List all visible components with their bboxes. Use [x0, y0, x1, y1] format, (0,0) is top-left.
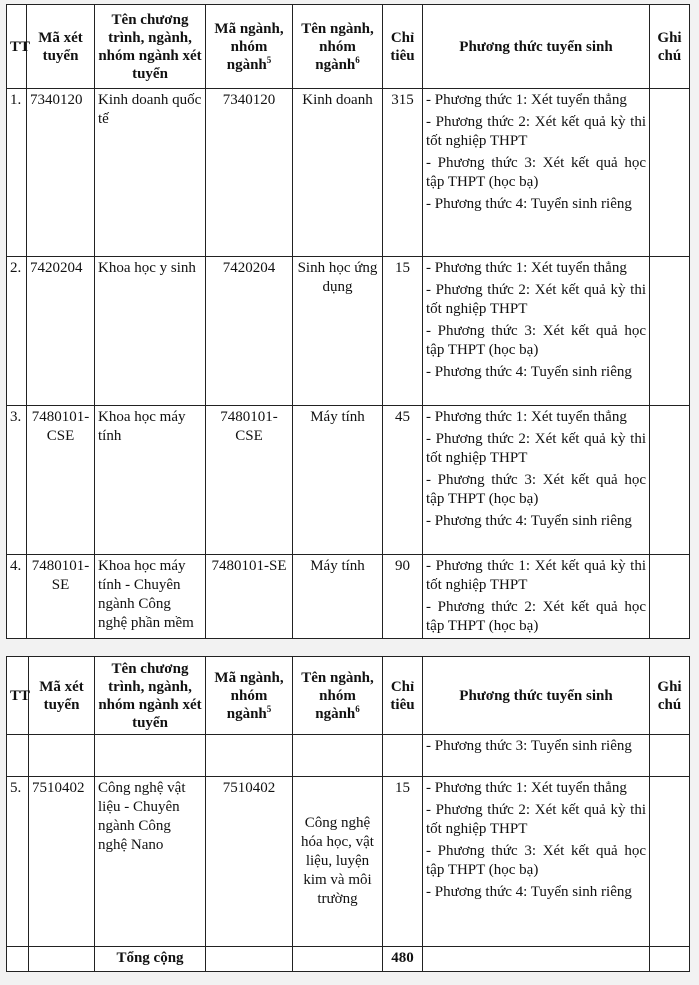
- header-phuong-thuc: Phương thức tuyển sinh: [423, 5, 650, 89]
- row-methods: [423, 735, 650, 777]
- header-ma-nganh: Mã ngành, nhóm ngành$^5$: [206, 657, 293, 735]
- method-item: - Phương thức 3: Xét kết quả học tập THPT (học bạ): [426, 843, 646, 878]
- method-item: - Phương thức 2: Xét kết quả kỳ thi tốt nghiệp THPT: [426, 114, 646, 149]
- header-ma-xet-tuyen: Mã xét tuyển: [27, 5, 95, 89]
- row-quota: 315: [383, 89, 423, 257]
- row-major-code: 7510402: [206, 777, 293, 947]
- header-ma-xet-tuyen: Mã xét tuyển: [29, 657, 95, 735]
- admission-table-part-2: [6, 656, 690, 972]
- table-row: [7, 555, 690, 639]
- method-item: - Phương thức 4: Tuyển sinh riêng: [426, 364, 632, 380]
- table-row: [7, 89, 690, 257]
- method-item: - Phương thức 2: Xét kết quả học tập THPT (học bạ): [426, 599, 646, 634]
- row-code: 7480101-SE: [27, 555, 95, 639]
- header-row: [7, 657, 690, 735]
- row-program: Kinh doanh quốc tế: [95, 89, 206, 257]
- method-item: - Phương thức 2: Xét kết quả kỳ thi tốt nghiệp THPT: [426, 802, 646, 837]
- row-note: [650, 555, 690, 639]
- table-row: [7, 257, 690, 406]
- row-program: Công nghệ vật liệu - Chuyên ngành Công nghệ Nano: [95, 777, 206, 947]
- row-quota: 15: [383, 257, 423, 406]
- header-ten-nganh: Tên ngành, nhóm ngành$^6$: [293, 657, 383, 735]
- row-note: [650, 406, 690, 555]
- row-major-code: 7480101-CSE: [206, 406, 293, 555]
- method-item: - Phương thức 3: Xét kết quả học tập THPT (học bạ): [426, 472, 646, 507]
- row-program: Khoa học máy tính - Chuyên ngành Công nghệ phần mềm: [95, 555, 206, 639]
- header-ten-nganh: Tên ngành, nhóm ngành$^6$: [293, 5, 383, 89]
- row-major-name: Máy tính: [293, 406, 383, 555]
- header-chi-tieu: Chỉ tiêu: [383, 657, 423, 735]
- method-item: - Phương thức 2: Xét kết quả kỳ thi tốt nghiệp THPT: [426, 282, 646, 317]
- row-major-name: Sinh học ứng dụng: [293, 257, 383, 406]
- table-row: [7, 406, 690, 555]
- header-ten-chuong-trinh: Tên chương trình, ngành, nhóm ngành xét tuyển: [95, 5, 206, 89]
- total-label: Tổng cộng: [95, 947, 206, 972]
- row-tt: 3.: [7, 406, 27, 555]
- row-tt: 2.: [7, 257, 27, 406]
- header-phuong-thuc: Phương thức tuyển sinh: [423, 657, 650, 735]
- total-row: [7, 947, 690, 972]
- row-code: 7510402: [29, 777, 95, 947]
- method-item: - Phương thức 4: Tuyển sinh riêng: [426, 513, 632, 529]
- row-quota: 90: [383, 555, 423, 639]
- row-quota: 15: [383, 777, 423, 947]
- method-item: - Phương thức 3: Tuyển sinh riêng: [426, 738, 632, 754]
- row-major-code: 7340120: [206, 89, 293, 257]
- row-methods: [423, 257, 650, 406]
- header-ghi-chu: Ghi chú: [650, 657, 690, 735]
- method-item: - Phương thức 3: Xét kết quả học tập THPT (học bạ): [426, 323, 646, 358]
- method-item: - Phương thức 4: Tuyển sinh riêng: [426, 884, 632, 900]
- method-item: - Phương thức 3: Xét kết quả học tập THPT (học bạ): [426, 155, 646, 190]
- row-major-code: 7420204: [206, 257, 293, 406]
- row-tt: 4.: [7, 555, 27, 639]
- row-methods: [423, 89, 650, 257]
- row-code: 7340120: [27, 89, 95, 257]
- total-value: 480: [383, 947, 423, 972]
- header-tt: TT: [7, 657, 29, 735]
- header-chi-tieu: Chỉ tiêu: [383, 5, 423, 89]
- row-tt: 5.: [7, 777, 29, 947]
- row-methods: [423, 406, 650, 555]
- header-ghi-chu: Ghi chú: [650, 5, 690, 89]
- row-code: 7420204: [27, 257, 95, 406]
- header-row: [7, 5, 690, 89]
- header-tt: TT: [7, 5, 27, 89]
- row-note: [650, 777, 690, 947]
- table-row: [7, 777, 690, 947]
- row-major-code: 7480101-SE: [206, 555, 293, 639]
- row-tt: 1.: [7, 89, 27, 257]
- method-item: - Phương thức 1: Xét tuyển thẳng: [426, 780, 627, 796]
- method-item: - Phương thức 1: Xét tuyển thẳng: [426, 92, 627, 108]
- row-methods: [423, 555, 650, 639]
- method-item: - Phương thức 1: Xét kết quả kỳ thi tốt nghiệp THPT: [426, 558, 646, 593]
- row-note: [650, 89, 690, 257]
- row-major-name: Máy tính: [293, 555, 383, 639]
- row-program: Khoa học máy tính: [95, 406, 206, 555]
- method-item: - Phương thức 4: Tuyển sinh riêng: [426, 196, 632, 212]
- row-program: Khoa học y sinh: [95, 257, 206, 406]
- method-item: - Phương thức 1: Xét tuyển thẳng: [426, 409, 627, 425]
- method-item: - Phương thức 2: Xét kết quả kỳ thi tốt nghiệp THPT: [426, 431, 646, 466]
- method-item: - Phương thức 1: Xét tuyển thẳng: [426, 260, 627, 276]
- row-code: 7480101-CSE: [27, 406, 95, 555]
- row-methods: [423, 777, 650, 947]
- row-major-name: Kinh doanh: [293, 89, 383, 257]
- row-quota: 45: [383, 406, 423, 555]
- continuation-row: [7, 735, 690, 777]
- row-major-name: Công nghệ hóa học, vật liệu, luyện kim và môi trường: [293, 777, 383, 947]
- admission-table-part-1: [6, 4, 690, 639]
- header-ten-chuong-trinh: Tên chương trình, ngành, nhóm ngành xét tuyển: [95, 657, 206, 735]
- header-ma-nganh: Mã ngành, nhóm ngành$^5$: [206, 5, 293, 89]
- row-note: [650, 257, 690, 406]
